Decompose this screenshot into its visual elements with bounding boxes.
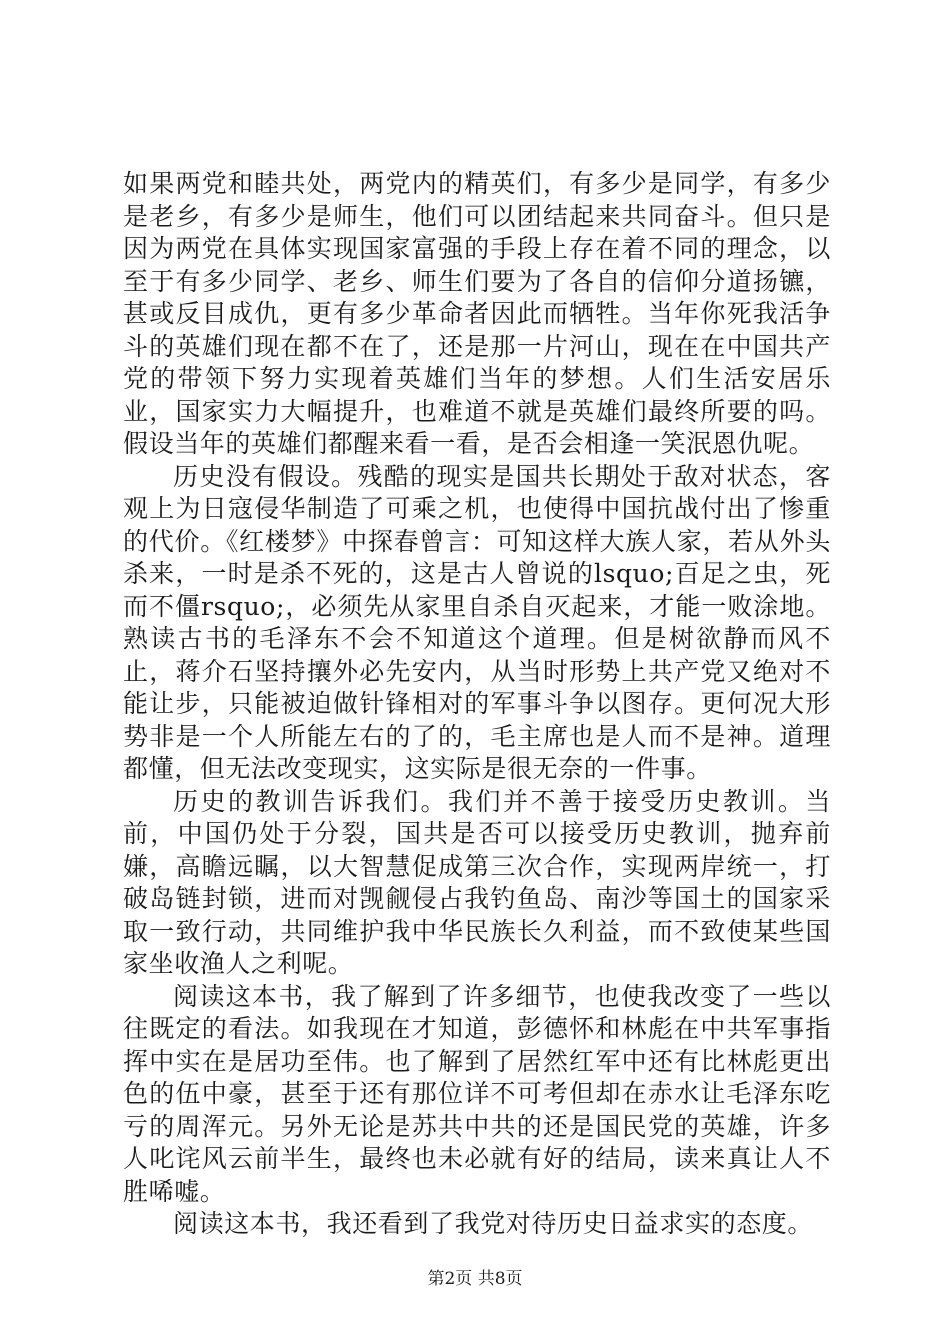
paragraph-4: 阅读这本书，我了解到了许多细节，也使我改变了一些以往既定的看法。如我现在才知道，彭德怀和林彪在中共军事指挥中实在是居功至伟。也了解到了居然红军中还有比林彪更出色的伍中豪，甚至于还有那位详不可考但却在赤水让毛泽东吃亏的周浑元。另外无论是苏共中共的还是国民党的英雄，许多人叱诧风云前半生，最终也未必就有好的结局，读来真让人不胜唏嘘。	[123, 981, 831, 1206]
paragraph-2: 历史没有假设。残酷的现实是国共长期处于敌对状态，客观上为日寇侵华制造了可乘之机，也使得中国抗战付出了惨重的代价。《红楼梦》中探春曾言：可知这样大族人家，若从外头杀来，一时是杀不死的，这是古人曾说的lsquo;百足之虫，死而不僵rsquo;，必须先从家里自杀自灭起来，才能一败涂地。熟读古书的毛泽东不会不知道这个道理。但是树欲静而风不止，蒋介石坚持攘外必先安内，从当时形势上共产党又绝对不能让步，只能被迫做针锋相对的军事斗争以图存。更何况大形势非是一个人所能左右的了的，毛主席也是人而不是神。道理都懂，但无法改变现实，这实际是很无奈的一件事。	[123, 461, 831, 783]
page-number-footer: 第2页 共8页	[427, 1269, 523, 1289]
paragraph-1: 如果两党和睦共处，两党内的精英们，有多少是同学，有多少是老乡，有多少是师生，他们可以团结起来共同奋斗。但只是因为两党在具体实现国家富强的手段上存在着不同的理念，以至于有多少同学、老乡、师生们要为了各自的信仰分道扬镳，甚或反目成仇，更有多少革命者因此而牺牲。当年你死我活争斗的英雄们现在都不在了，还是那一片河山，现在在中国共产党的带领下努力实现着英雄们当年的梦想。人们生活安居乐业，国家实力大幅提升，也难道不就是英雄们最终所要的吗。假设当年的英雄们都醒来看一看，是否会相逢一笑泯恩仇呢。	[123, 169, 831, 458]
document-body	[123, 168, 831, 1241]
paragraph-5: 阅读这本书，我还看到了我党对待历史日益求实的态度。	[173, 1209, 814, 1238]
paragraph-3: 历史的教训告诉我们。我们并不善于接受历史教训。当前，中国仍处于分裂，国共是否可以接受历史教训，抛弃前嫌，高瞻远瞩，以大智慧促成第三次合作，实现两岸统一，打破岛链封锁，进而对觊觎侵占我钓鱼岛、南沙等国土的国家采取一致行动，共同维护我中华民族长久利益，而不致使某些国家坐收渔人之利呢。	[123, 786, 831, 978]
